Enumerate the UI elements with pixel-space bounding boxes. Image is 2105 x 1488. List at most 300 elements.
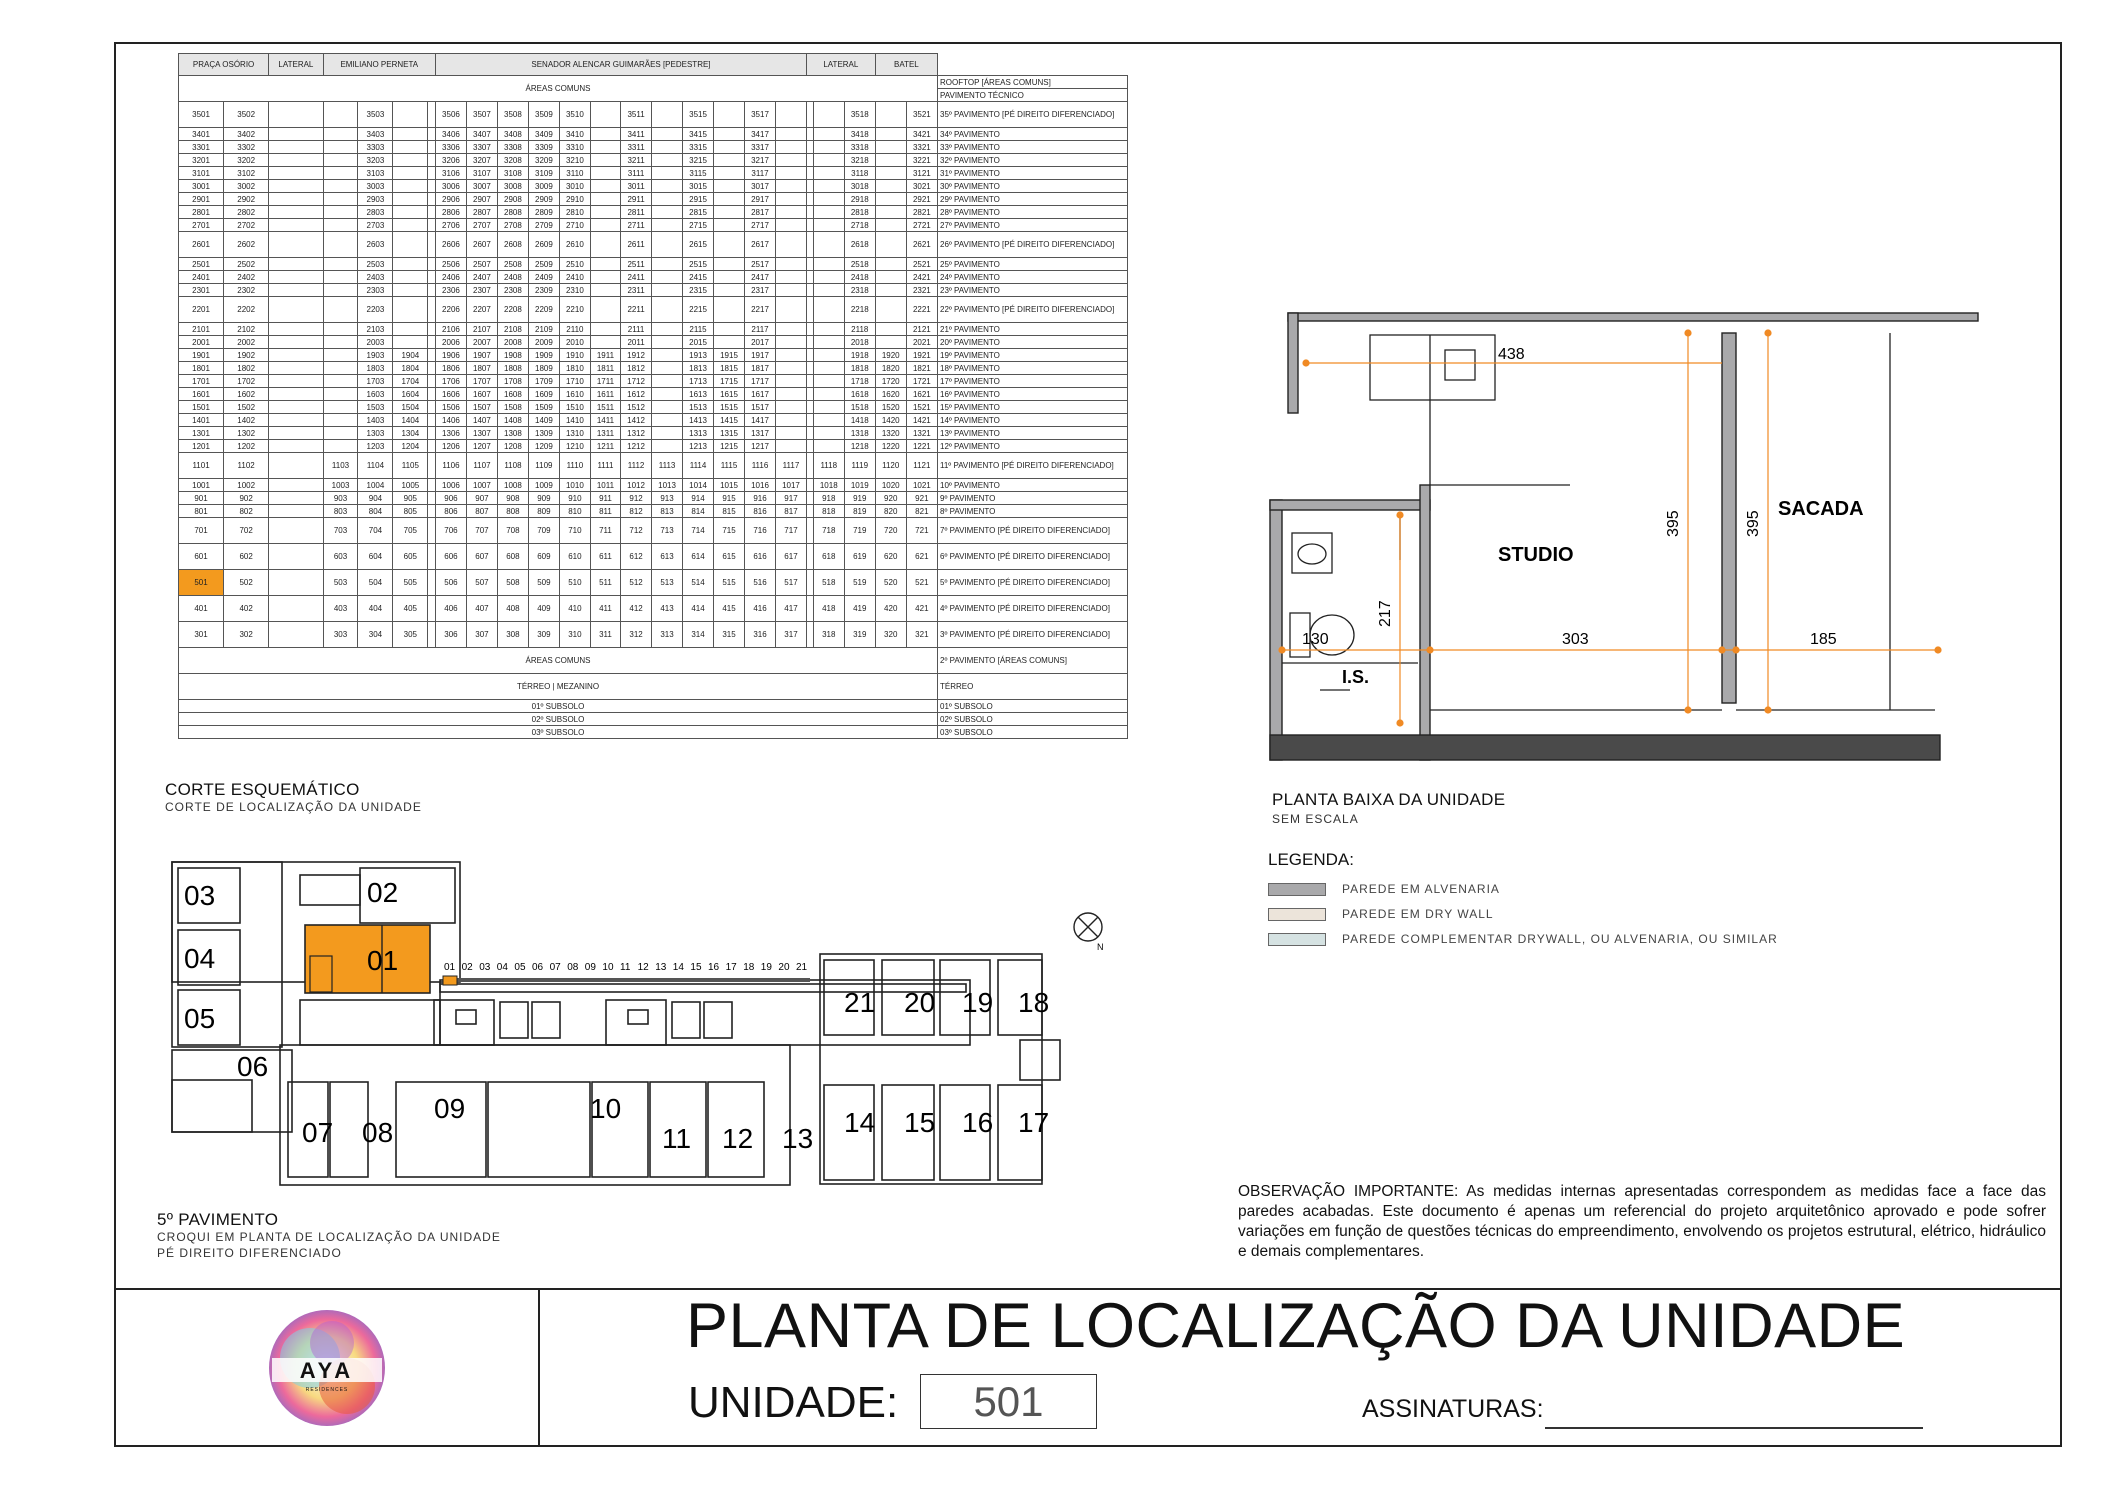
unit-cell: 2808: [497, 206, 528, 219]
floor-label: 6º PAVIMENTO [PÉ DIREITO DIFERENCIADO]: [938, 544, 1128, 570]
corte-strip-number: 03: [479, 962, 491, 973]
unit-cell: [393, 323, 428, 336]
unit-cell: 1304: [393, 427, 428, 440]
unit-cell: 1306: [435, 427, 466, 440]
unit-cell: [775, 362, 806, 375]
unit-cell: 810: [559, 505, 590, 518]
unit-cell: [775, 297, 806, 323]
unit-cell: 3103: [358, 167, 393, 180]
unit-cell: [428, 453, 436, 479]
unit-cell: [428, 518, 436, 544]
legend-title: LEGENDA:: [1268, 850, 1354, 869]
unit-cell: [652, 427, 683, 440]
unit-cell: [806, 505, 813, 518]
unit-cell: [428, 323, 436, 336]
unit-cell: 1920: [875, 349, 906, 362]
unit-cell: [806, 258, 813, 271]
unit-cell: 2415: [683, 271, 714, 284]
unit-cell: 1113: [652, 453, 683, 479]
unit-cell: 2515: [683, 258, 714, 271]
unit-cell: [875, 219, 906, 232]
unit-cell: 2710: [559, 219, 590, 232]
common-area-cell: ÁREAS COMUNS: [179, 76, 938, 102]
unit-cell: [269, 440, 323, 453]
unit-cell: 1515: [714, 401, 745, 414]
dim-sacada-height: 395: [1745, 510, 1762, 537]
unit-cell: 2502: [224, 258, 269, 271]
unit-cell: 1120: [875, 453, 906, 479]
unit-cell: [775, 206, 806, 219]
unit-cell: [590, 284, 620, 297]
unit-cell: 3415: [683, 128, 714, 141]
floor-label: 4º PAVIMENTO [PÉ DIREITO DIFERENCIADO]: [938, 596, 1128, 622]
unit-cell: 2708: [497, 219, 528, 232]
unit-cell: 801: [179, 505, 224, 518]
unit-cell: [428, 414, 436, 427]
section-row: [179, 479, 1128, 492]
unit-cell: 1002: [224, 479, 269, 492]
unit-cell: [813, 336, 844, 349]
unit-cell: 1107: [466, 453, 497, 479]
unit-cell: 3010: [559, 180, 590, 193]
unit-cell: 2909: [528, 193, 559, 206]
unit-cell: 707: [466, 518, 497, 544]
unit-cell: 3111: [621, 167, 652, 180]
unit-cell: [269, 349, 323, 362]
unit-cell: 1603: [358, 388, 393, 401]
sheet-title: PLANTA DE LOCALIZAÇÃO DA UNIDADE: [686, 1291, 1906, 1361]
unit-cell: [652, 297, 683, 323]
unit-cell: 909: [528, 492, 559, 505]
unit-cell: 3017: [745, 180, 776, 193]
unit-cell: [714, 284, 745, 297]
unit-cell: [269, 505, 323, 518]
unit-cell: 2803: [358, 206, 393, 219]
unit-cell: 2510: [559, 258, 590, 271]
unitplan-subtitle: SEM ESCALA: [1272, 812, 1359, 826]
unit-cell: 2506: [435, 258, 466, 271]
unit-cell: 821: [906, 505, 937, 518]
unit-cell: 2006: [435, 336, 466, 349]
unit-cell: [269, 544, 323, 570]
unit-cell: [652, 193, 683, 206]
unit-cell: 3315: [683, 141, 714, 154]
section-row: [179, 323, 1128, 336]
unit-cell: 1617: [745, 388, 776, 401]
unit-cell: 3102: [224, 167, 269, 180]
unit-cell: 1710: [559, 375, 590, 388]
unit-cell: [806, 401, 813, 414]
street-header: SENADOR ALENCAR GUIMARÃES [PEDESTRE]: [435, 54, 806, 76]
unit-cell: 1801: [179, 362, 224, 375]
unit-cell: [714, 232, 745, 258]
unit-cell: 1404: [393, 414, 428, 427]
unit-cell: 315: [714, 622, 745, 648]
unit-cell: 1019: [844, 479, 875, 492]
unit-cell: 1721: [906, 375, 937, 388]
unit-cell: 618: [813, 544, 844, 570]
unit-cell: [590, 323, 620, 336]
unit-cell: [875, 284, 906, 297]
unit-cell: 2908: [497, 193, 528, 206]
unit-cell: [775, 180, 806, 193]
unit-cell: 1509: [528, 401, 559, 414]
street-header: EMILIANO PERNETA: [323, 54, 435, 76]
unit-cell: [428, 544, 436, 570]
corte-strip-number: 20: [778, 962, 790, 973]
unit-cell: 621: [906, 544, 937, 570]
unit-cell: 308: [497, 622, 528, 648]
unit-cell: [269, 596, 323, 622]
unit-cell: 2717: [745, 219, 776, 232]
unit-cell: 2903: [358, 193, 393, 206]
unit-cell: [714, 180, 745, 193]
unit-cell: 2115: [683, 323, 714, 336]
floorplan-unit-label: 13: [782, 1123, 814, 1154]
unit-cell: [806, 323, 813, 336]
corte-strip-number: 02: [461, 962, 473, 973]
floor-label: 19º PAVIMENTO: [938, 349, 1128, 362]
unit-cell: 2008: [497, 336, 528, 349]
section-row: [179, 570, 1128, 596]
unit-cell: [269, 141, 323, 154]
unit-cell: 617: [775, 544, 806, 570]
unit-cell: 1501: [179, 401, 224, 414]
unit-cell: 2607: [466, 232, 497, 258]
building-section-table: [178, 53, 1128, 739]
unit-cell: 2107: [466, 323, 497, 336]
unit-cell: 3107: [466, 167, 497, 180]
unit-cell: 701: [179, 518, 224, 544]
unit-cell: 1908: [497, 349, 528, 362]
unit-cell: 3009: [528, 180, 559, 193]
unit-cell: [652, 258, 683, 271]
unit-cell: 1918: [844, 349, 875, 362]
unit-cell: [813, 102, 844, 128]
unit-cell: [269, 492, 323, 505]
unit-cell: 1903: [358, 349, 393, 362]
unit-cell: [652, 336, 683, 349]
unit-cell: [813, 297, 844, 323]
unit-cell: 818: [813, 505, 844, 518]
unit-cell: [393, 336, 428, 349]
unit-cell: 1013: [652, 479, 683, 492]
unit-cell: 806: [435, 505, 466, 518]
unit-cell: 1117: [775, 453, 806, 479]
section-row: [179, 713, 1128, 726]
unit-cell: 1921: [906, 349, 937, 362]
unit-cell: 607: [466, 544, 497, 570]
unit-cell: 2101: [179, 323, 224, 336]
unit-cell: [428, 284, 436, 297]
unit-cell: 1421: [906, 414, 937, 427]
unit-cell: 1001: [179, 479, 224, 492]
unit-cell: [323, 349, 358, 362]
unit-cell: [652, 141, 683, 154]
section-row: [179, 232, 1128, 258]
unit-cell: 305: [393, 622, 428, 648]
unit-cell: 1720: [875, 375, 906, 388]
floor-label: 10º PAVIMENTO: [938, 479, 1128, 492]
unit-cell: 2203: [358, 297, 393, 323]
unit-cell: 415: [714, 596, 745, 622]
unit-cell: 1910: [559, 349, 590, 362]
unit-cell: 3310: [559, 141, 590, 154]
unit-cell: [806, 167, 813, 180]
titleblock-separator: [538, 1288, 540, 1447]
unit-cell: 3207: [466, 154, 497, 167]
unit-cell: 2703: [358, 219, 393, 232]
unit-cell: [806, 271, 813, 284]
unit-cell: 516: [745, 570, 776, 596]
unit-cell: 807: [466, 505, 497, 518]
unit-cell: [813, 414, 844, 427]
unit-cell: 2307: [466, 284, 497, 297]
unit-cell: [428, 479, 436, 492]
unit-cell: 413: [652, 596, 683, 622]
unit-cell: 904: [358, 492, 393, 505]
corte-strip-number: 18: [743, 962, 755, 973]
unit-cell: 912: [621, 492, 652, 505]
unit-cell: 711: [590, 518, 620, 544]
logo-subtext: RESIDENCES: [305, 1387, 349, 1393]
unit-cell: 1618: [844, 388, 875, 401]
unit-cell: 2802: [224, 206, 269, 219]
unit-cell: 3321: [906, 141, 937, 154]
unit-cell: 815: [714, 505, 745, 518]
unit-cell: [428, 492, 436, 505]
unit-cell: 1520: [875, 401, 906, 414]
unit-cell: 819: [844, 505, 875, 518]
unit-cell: 412: [621, 596, 652, 622]
unit-cell: 703: [323, 518, 358, 544]
unit-cell: 301: [179, 622, 224, 648]
unit-cell: 1308: [497, 427, 528, 440]
unit-cell: 1620: [875, 388, 906, 401]
dim-is-width: 130: [1302, 631, 1329, 648]
unit-cell: 1217: [745, 440, 776, 453]
section-row: [179, 674, 1128, 700]
common-area-cell: 02º SUBSOLO: [179, 713, 938, 726]
unit-cell: 2009: [528, 336, 559, 349]
unit-cell: 408: [497, 596, 528, 622]
unit-cell: 2208: [497, 297, 528, 323]
floor-label: 16º PAVIMENTO: [938, 388, 1128, 401]
floorplan-unit-label: 02: [367, 877, 399, 908]
unit-cell: 411: [590, 596, 620, 622]
unit-cell: 1812: [621, 362, 652, 375]
unit-cell: 1410: [559, 414, 590, 427]
unit-cell: 3021: [906, 180, 937, 193]
unit-cell: 1011: [590, 479, 620, 492]
unit-cell: [813, 180, 844, 193]
unit-cell: [875, 323, 906, 336]
unit-cell: [428, 388, 436, 401]
unit-cell: 2311: [621, 284, 652, 297]
unit-cell: 3121: [906, 167, 937, 180]
unit-cell: 2501: [179, 258, 224, 271]
unit-cell: [590, 128, 620, 141]
corte-strip-number: 19: [760, 962, 772, 973]
floorplan-unit-label: 05: [184, 1003, 216, 1034]
corte-strip-number: 12: [637, 962, 649, 973]
unit-cell: [806, 427, 813, 440]
floor-label: 34º PAVIMENTO: [938, 128, 1128, 141]
unit-cell: 1320: [875, 427, 906, 440]
unit-cell: 2503: [358, 258, 393, 271]
unit-cell: 3318: [844, 141, 875, 154]
section-row: [179, 193, 1128, 206]
unit-cell: 2102: [224, 323, 269, 336]
unit-cell: [875, 141, 906, 154]
unit-cell: 1310: [559, 427, 590, 440]
unit-cell: 2007: [466, 336, 497, 349]
unit-cell: 1203: [358, 440, 393, 453]
unit-cell: 901: [179, 492, 224, 505]
unit-cell: 1008: [497, 479, 528, 492]
unit-cell: 1513: [683, 401, 714, 414]
unit-cell: [428, 271, 436, 284]
unit-cell: [806, 570, 813, 596]
unit-cell: 420: [875, 596, 906, 622]
unit-cell: [652, 323, 683, 336]
unit-cell: 2810: [559, 206, 590, 219]
corte-title: CORTE ESQUEMÁTICO: [165, 780, 360, 799]
unit-cell: 3511: [621, 102, 652, 128]
unit-cell: 2902: [224, 193, 269, 206]
unit-cell: 1105: [393, 453, 428, 479]
section-row: [179, 726, 1128, 739]
unit-cell: 1018: [813, 479, 844, 492]
unit-cell: 1601: [179, 388, 224, 401]
unit-cell: 906: [435, 492, 466, 505]
important-note: [1238, 1182, 2046, 1262]
unit-cell: [269, 453, 323, 479]
unit-cell: 1302: [224, 427, 269, 440]
unit-cell: 3417: [745, 128, 776, 141]
unit-cell: 2221: [906, 297, 937, 323]
floorplan-unit-label: 21: [844, 987, 876, 1018]
unit-cell: [323, 219, 358, 232]
unit-cell: 1415: [714, 414, 745, 427]
unit-cell: 1004: [358, 479, 393, 492]
unit-cell: 1014: [683, 479, 714, 492]
unit-cell: 2518: [844, 258, 875, 271]
unit-cell: [813, 271, 844, 284]
unit-cell: [714, 141, 745, 154]
unit-cell: 817: [775, 505, 806, 518]
unit-cell: 2608: [497, 232, 528, 258]
unit-cell: 1220: [875, 440, 906, 453]
common-area-cell: 03º SUBSOLO: [179, 726, 938, 739]
unit-cell: 2408: [497, 271, 528, 284]
floor-label: 32º PAVIMENTO: [938, 154, 1128, 167]
unit-cell: 508: [497, 570, 528, 596]
unit-cell: 2410: [559, 271, 590, 284]
unit-cell: 2606: [435, 232, 466, 258]
signatures-label: ASSINATURAS:: [1362, 1395, 1544, 1423]
unit-cell: 809: [528, 505, 559, 518]
unit-cell: [775, 284, 806, 297]
unit-cell: 3018: [844, 180, 875, 193]
unit-cell: [875, 336, 906, 349]
unit-cell: 2209: [528, 297, 559, 323]
unit-cell: [714, 128, 745, 141]
unit-cell: 3317: [745, 141, 776, 154]
unit-cell: 913: [652, 492, 683, 505]
unit-cell: [393, 206, 428, 219]
unit-cell: [323, 362, 358, 375]
dim-studio-height: 395: [1665, 510, 1682, 537]
unit-cell: 3015: [683, 180, 714, 193]
unit-cell: [323, 284, 358, 297]
unit-cell: [813, 440, 844, 453]
unit-cell: 1313: [683, 427, 714, 440]
unit-cell: 3507: [466, 102, 497, 128]
unit-cell: 1209: [528, 440, 559, 453]
unit-cell: [875, 167, 906, 180]
unit-cell: 3502: [224, 102, 269, 128]
unit-cell: [428, 128, 436, 141]
unit-cell: 1707: [466, 375, 497, 388]
unit-cell: 404: [358, 596, 393, 622]
corte-strip-number: 07: [549, 962, 561, 973]
unit-cell: 2317: [745, 284, 776, 297]
unit-cell: 3501: [179, 102, 224, 128]
unit-cell: [714, 102, 745, 128]
unit-cell: 2417: [745, 271, 776, 284]
floor-label: 29º PAVIMENTO: [938, 193, 1128, 206]
unit-cell: 1806: [435, 362, 466, 375]
unit-cell: [875, 193, 906, 206]
floor-label: 23º PAVIMENTO: [938, 284, 1128, 297]
unit-cell: [393, 258, 428, 271]
unit-cell: 1312: [621, 427, 652, 440]
common-area-cell: TÉRREO | MEZANINO: [179, 674, 938, 700]
unit-cell: [323, 258, 358, 271]
unit-cell: 1612: [621, 388, 652, 401]
corte-strip-number: 05: [514, 962, 526, 973]
unit-cell: [806, 180, 813, 193]
unit-cell: [393, 271, 428, 284]
unit-cell: 1115: [714, 453, 745, 479]
unit-cell: 716: [745, 518, 776, 544]
unit-cell: 2111: [621, 323, 652, 336]
unit-cell: [775, 336, 806, 349]
unit-cell: 417: [775, 596, 806, 622]
legend-swatch: [1268, 883, 1326, 896]
unit-cell: 3309: [528, 141, 559, 154]
unit-cell: [813, 193, 844, 206]
section-row: [179, 440, 1128, 453]
unit-cell: 1915: [714, 349, 745, 362]
unit-cell: 1807: [466, 362, 497, 375]
unit-cell: 808: [497, 505, 528, 518]
floor-label: 15º PAVIMENTO: [938, 401, 1128, 414]
unit-cell: [393, 284, 428, 297]
legend-item: [1268, 907, 1494, 921]
floor-label: 03º SUBSOLO: [938, 726, 1128, 739]
unit-cell: 1104: [358, 453, 393, 479]
unit-cell: 1706: [435, 375, 466, 388]
unit-cell: [393, 154, 428, 167]
unit-cell: 2610: [559, 232, 590, 258]
unit-cell: 2003: [358, 336, 393, 349]
floor-label: 30º PAVIMENTO: [938, 180, 1128, 193]
unit-cell: 2418: [844, 271, 875, 284]
unit-cell: [813, 258, 844, 271]
unit-cell: 3007: [466, 180, 497, 193]
